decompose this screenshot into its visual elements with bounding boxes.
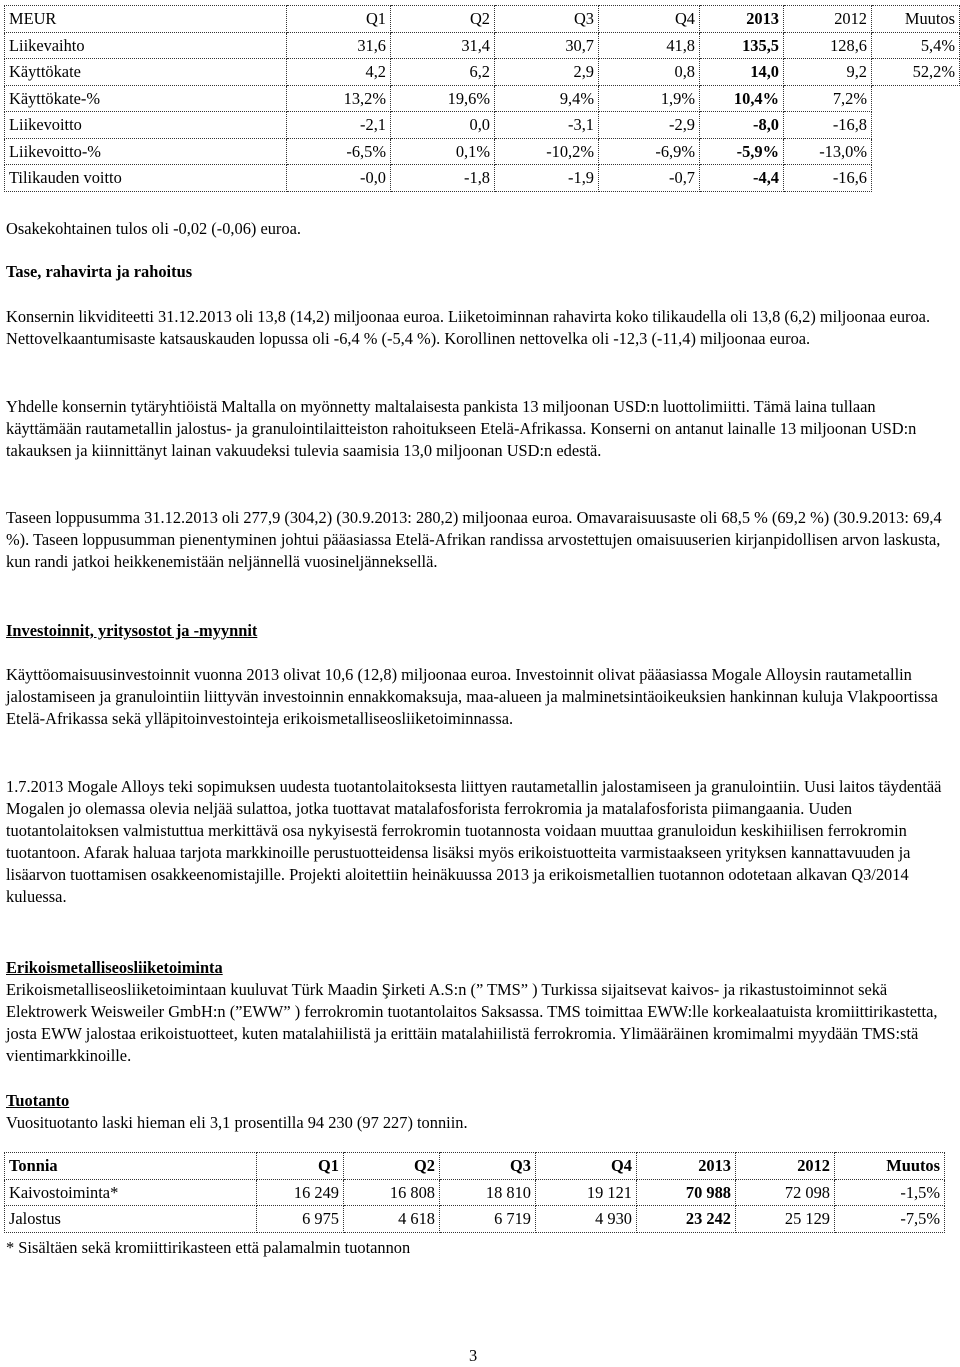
header-cell: MEUR [5, 6, 287, 33]
table-cell: 1,9% [599, 85, 700, 112]
paragraph-investments: Käyttöomaisuusinvestoinnit vuonna 2013 olivat 10,6 (12,8) miljoonaa euroa. Investoinnit olivat pääasiassa Mogale Alloysin rautametallin jalostamiseen ja granulointiin liittyvän investoinnin ennakkomaksuja, maa-alueen ja malminetsintäoikeuksien hankinnan kuluja Vlakpoortissa Etelä-Afrikassa sekä ylläpitoinvestointeja erikoismetalliseosliiketoiminnassa. [6, 665, 938, 728]
table-cell [872, 85, 960, 112]
table-cell: 31,6 [287, 32, 391, 59]
table-cell: -10,2% [495, 138, 599, 165]
table-cell: 9,2 [784, 59, 872, 86]
table-cell: -0,0 [287, 165, 391, 192]
table-cell: 10,4% [700, 85, 784, 112]
table-cell: 0,0 [391, 112, 495, 139]
header-cell: 2012 [784, 6, 872, 33]
table-cell: 128,6 [784, 32, 872, 59]
table-row [5, 85, 960, 112]
table-cell: 52,2% [872, 59, 960, 86]
page-number: 3 [469, 1346, 478, 1365]
table-cell: -4,4 [700, 165, 784, 192]
paragraph-specialty: Erikoismetalliseosliiketoimintaan kuuluvat Türk Maadin Şirketi A.S:n (” TMS” ) Turkissa sijaitsevat kaivos- ja rikastustoiminnot sekä Elektrowerk Weisweiler GmbH:n (”EWW” ) ferrokromin tuotantolaitos Saksassa. TMS toimittaa EWW:lle korkealaatuista kromiittirikastetta, josta EWW jalostaa erikoistuotteet, kuten matalahiilistä ja erittäin matalahiilistä ferrokromia. Ylimääräinen kromimalmi myydään TMS:stä vientimarkkinoille. [6, 980, 938, 1065]
row-label: Jalostus [5, 1206, 257, 1233]
table-cell: 18 810 [440, 1179, 536, 1206]
table-header-row [5, 6, 960, 33]
table-cell: 30,7 [495, 32, 599, 59]
row-label: Kaivostoiminta* [5, 1179, 257, 1206]
table-row [5, 112, 960, 139]
table-cell: 13,2% [287, 85, 391, 112]
table-cell: 135,5 [700, 32, 784, 59]
table-cell: 70 988 [637, 1179, 736, 1206]
table-cell: -16,6 [784, 165, 872, 192]
table-row [5, 165, 960, 192]
table-cell: 5,4% [872, 32, 960, 59]
table-cell: 14,0 [700, 59, 784, 86]
section-heading-investments: Investoinnit, yritysostot ja -myynnit [6, 621, 258, 640]
table-cell: -0,7 [599, 165, 700, 192]
header-cell: Q3 [495, 6, 599, 33]
table-footnote: * Sisältäen sekä kromiittirikasteen että palamalmin tuotannon [6, 1238, 411, 1257]
table-cell: -16,8 [784, 112, 872, 139]
row-label: Liikevoitto-% [5, 138, 287, 165]
row-label: Käyttökate-% [5, 85, 287, 112]
table-cell: 9,4% [495, 85, 599, 112]
paragraph-production: Vuosituotanto laski hieman eli 3,1 prosentilla 94 230 (97 227) tonniin. [6, 1113, 468, 1132]
paragraph-liquidity: Konsernin likviditeetti 31.12.2013 oli 13,8 (14,2) miljoonaa euroa. Liiketoiminnan rahavirta koko tilikaudella oli 13,8 (6,2) miljoonaa euroa. Nettovelkaantumisaste katsauskauden lopussa oli -6,4 % (-5,4 %). Korollinen nettovelka oli -12,3 (-11,4) miljoonaa euroa. [6, 307, 931, 348]
table-cell: 6 975 [257, 1206, 344, 1233]
table-row [5, 59, 960, 86]
paragraph-mogale: 1.7.2013 Mogale Alloys teki sopimuksen uudesta tuotantolaitoksesta liittyen rautametallin jalostamiseen ja granulointiin. Uusi laitos täydentää Mogalen jo olemassa olevia neljää sulattoa, jotka tuottavat matalafosforista ferrokromia ja matalafosforista piimangaania. Uuden tuotantolaitoksen valmistuttua merkittävä osa nykyisestä ferrokromin tuotannosta voidaan muuttaa granuloidun keskihiilisen ferrokromin tuotantoon. Afarak haluaa tarjota markkinoille perustuotteidensa lisäksi myös erikoistuotteita varmistaakseen yrityksen kannattavuuden ja lisäarvon tuottamisen osakkeenomistajille. Projekti aloitettiin heinäkuussa 2013 ja erikoismetallien tuotannon odotetaan alkavan Q3/2014 kuluessa. [6, 777, 942, 906]
table-cell: -2,9 [599, 112, 700, 139]
table-cell: 7,2% [784, 85, 872, 112]
table-cell [872, 138, 960, 165]
header-cell: Tonnia [5, 1153, 257, 1180]
header-cell: Q1 [257, 1153, 344, 1180]
header-cell: 2013 [700, 6, 784, 33]
table-cell: -13,0% [784, 138, 872, 165]
section-heading-specialty: Erikoismetalliseosliiketoiminta [6, 958, 223, 977]
financial-summary-table [4, 5, 960, 192]
paragraph-balance-sheet: Taseen loppusumma 31.12.2013 oli 277,9 (304,2) (30.9.2013: 280,2) miljoonaa euroa. Omavaraisuusaste oli 68,5 % (69,2 %) (30.9.2013: 69,4 %). Taseen loppusumman pienentyminen johtui pääasiassa Etelä-Afrikan randissa arvostettujen omaisuuserien kirjanpidollisen arvon laskusta, kun randi jatkoi heikkenemistään neljännellä vuosineljänneksellä. [6, 508, 942, 571]
table-row [5, 1179, 945, 1206]
table-cell: 6,2 [391, 59, 495, 86]
table-row [5, 32, 960, 59]
row-label: Liikevaihto [5, 32, 287, 59]
header-cell: Muutos [872, 6, 960, 33]
table-cell: 4 618 [344, 1206, 440, 1233]
header-cell: Q3 [440, 1153, 536, 1180]
table-cell: 6 719 [440, 1206, 536, 1233]
table-cell: -2,1 [287, 112, 391, 139]
table-cell: 41,8 [599, 32, 700, 59]
table-row [5, 138, 960, 165]
eps-text: Osakekohtainen tulos oli -0,02 (-0,06) euroa. [6, 219, 301, 238]
table-cell: -1,5% [835, 1179, 945, 1206]
table-cell: -6,9% [599, 138, 700, 165]
row-label: Käyttökate [5, 59, 287, 86]
table-cell: 4 930 [536, 1206, 637, 1233]
header-cell: Q2 [344, 1153, 440, 1180]
paragraph-malta-loan: Yhdelle konsernin tytäryhtiöistä Maltalla on myönnetty maltalaisesta pankista 13 miljoonan USD:n luottolimiitti. Tämä laina tullaan käyttämään rautametallin jalostus- ja granulointilaitteiston rahoitukseen Etelä-Afrikassa. Konserni on antanut lainalle 13 miljoonan USD:n takauksen ja kiinnittänyt lainan vakuudeksi tulevia saamisia 13,0 miljoonan USD:n edestä. [6, 397, 917, 460]
table-cell: -8,0 [700, 112, 784, 139]
table-cell: -1,9 [495, 165, 599, 192]
header-cell: Muutos [835, 1153, 945, 1180]
header-cell: 2012 [736, 1153, 835, 1180]
table-cell: 25 129 [736, 1206, 835, 1233]
row-label: Tilikauden voitto [5, 165, 287, 192]
section-heading-production: Tuotanto [6, 1091, 70, 1110]
table-cell: -5,9% [700, 138, 784, 165]
row-label: Liikevoitto [5, 112, 287, 139]
table-cell: 31,4 [391, 32, 495, 59]
header-cell: Q4 [599, 6, 700, 33]
table-cell [872, 112, 960, 139]
header-cell: Q4 [536, 1153, 637, 1180]
table-cell: -7,5% [835, 1206, 945, 1233]
section-heading-balance: Tase, rahavirta ja rahoitus [6, 262, 193, 281]
table-cell: 0,1% [391, 138, 495, 165]
header-cell: 2013 [637, 1153, 736, 1180]
table-cell: 0,8 [599, 59, 700, 86]
header-cell: Q2 [391, 6, 495, 33]
table-cell: 2,9 [495, 59, 599, 86]
table-cell: 19 121 [536, 1179, 637, 1206]
header-cell: Q1 [287, 6, 391, 33]
table-row [5, 1206, 945, 1233]
table-header-row [5, 1153, 945, 1180]
table-cell: 16 808 [344, 1179, 440, 1206]
table-cell: 19,6% [391, 85, 495, 112]
table-cell: -6,5% [287, 138, 391, 165]
table-cell: 72 098 [736, 1179, 835, 1206]
production-table [4, 1152, 945, 1233]
table-cell: 16 249 [257, 1179, 344, 1206]
table-cell: 4,2 [287, 59, 391, 86]
table-cell: 23 242 [637, 1206, 736, 1233]
table-cell: -3,1 [495, 112, 599, 139]
table-cell: -1,8 [391, 165, 495, 192]
table-cell [872, 165, 960, 192]
